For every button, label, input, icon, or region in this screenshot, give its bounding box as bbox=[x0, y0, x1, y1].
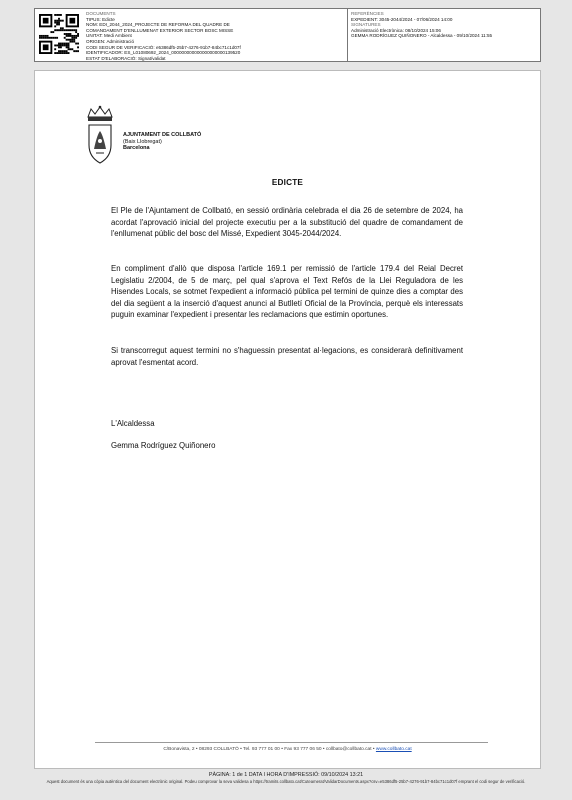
metadata-label: CODI SEGUR DE VERIFICACIÓ: bbox=[86, 44, 155, 50]
metadata-value: 3045-2044/2024 - 07/06/2024 14:00 bbox=[379, 16, 453, 22]
metadata-label: ORIGEN: bbox=[86, 38, 106, 44]
page-footer bbox=[35, 747, 540, 752]
print-page-info: PÀGINA: 1 de 1 DATA I HORA D'IMPRESSIÓ: 09/10/2024 13:21 bbox=[208, 772, 364, 778]
metadata-label: UNITAT: bbox=[86, 33, 103, 39]
organization-province: Barcelona bbox=[123, 145, 150, 152]
paragraph: Si transcorregut aquest termini no s'haguessin presentat al·legacions, es considerarà definitivament aprovat l'esmentat acord. bbox=[111, 346, 463, 367]
metadata-right bbox=[348, 9, 540, 61]
metadata-label: EXPEDIENT: bbox=[351, 16, 378, 22]
document-page bbox=[34, 70, 541, 769]
metadata-value: EDI_2044_2024_PROJECTE DE REFORMA DEL QUADRE DE bbox=[99, 22, 230, 28]
metadata-left bbox=[83, 9, 348, 61]
metadata-label: DOCUMENTS bbox=[86, 11, 116, 16]
document-metadata-header bbox=[34, 8, 541, 62]
paragraph: El Ple de l'Ajuntament de Collbató, en sessió ordinària celebrada el dia 26 de setembre de 2024, ha acordat l'aprovació inicial del projecte executiu per a la substitució del quadre de comandament de l'enllumenat públic del bosc del Missé, Expedient 3045-2044/2024. bbox=[111, 206, 463, 238]
signatory-role: L'Alcaldessa bbox=[111, 419, 155, 428]
website-link[interactable]: www.collbato.cat bbox=[375, 747, 412, 752]
signatory-name: Gemma Rodríguez Quiñonero bbox=[111, 441, 216, 450]
metadata-value: Administració bbox=[106, 38, 135, 44]
metadata-value: GEMMA RODRÍGUEZ QUIÑONERO - Alcaldessa - 09/10/2024 11:55 bbox=[351, 33, 493, 39]
metadata-value: Medi Ambient bbox=[103, 33, 132, 39]
metadata-label: REFERÈNCIES bbox=[351, 11, 384, 16]
verification-disclaimer: Aquest document és una còpia autèntica del document electrònic original. Podeu comprovar la seva validesa a https://tramits.collbato.cat/Cuteamerat/ValidarDocuments.aspx?csv=e5386df5-25b7-4276-91b7-84bc71c1d07f emprant el codi segur de verificació. bbox=[46, 779, 526, 784]
metadata-line bbox=[86, 56, 344, 62]
metadata-value: Signat/validat bbox=[137, 55, 166, 61]
organization-name: AJUNTAMENT DE COLLBATÓ bbox=[123, 132, 202, 138]
metadata-label: NOM: bbox=[86, 22, 98, 28]
metadata-value: COMANDAMENT D'ENLLUMENAT EXTERIOR SECTOR BOSC MISSE bbox=[86, 27, 234, 33]
metadata-value: ES_L01080692_2024_000000000000000000000139520 bbox=[124, 50, 241, 56]
footer-address: C/Bonavista, 2 • 08293 COLLBATÓ • Tel. 93 777 01 00 • Fax 93 777 06 50 • collbato@collbato.cat • bbox=[163, 747, 375, 752]
metadata-label: IDENTIFICADOR: bbox=[86, 50, 124, 56]
organization-region: (Baix Llobregat) bbox=[123, 138, 162, 145]
organization-block bbox=[123, 132, 201, 152]
paragraph: En compliment d'allò que disposa l'article 169.1 per remissió de l'article 179.4 del Reial Decret Legislatiu 2/2004, de 5 de març, pel qual s'aprova el Text Refós de la Llei Reguladora de les Hisendes Locals, se sotmet l'expedient a informació pública pel termini de quinze dies a comptar des del dia següent a la inserció d'aquest anunci al Butlletí Oficial de la Província, perquè els interessats puguin examinar l'expedient i presentar les reclamacions que estimin oportunes. bbox=[111, 264, 463, 319]
footer-divider bbox=[95, 742, 488, 743]
document-title: EDICTE bbox=[271, 178, 304, 187]
coat-of-arms-logo bbox=[83, 105, 117, 167]
metadata-value: Administració Electrònica: 08/10/2024 15:06 bbox=[351, 27, 441, 33]
metadata-label: SIGNATURES bbox=[351, 22, 381, 28]
metadata-value: Edicte bbox=[102, 16, 115, 22]
metadata-line bbox=[351, 33, 537, 39]
metadata-label: TIPUS: bbox=[86, 16, 101, 22]
qr-code[interactable] bbox=[39, 14, 79, 54]
metadata-label: ESTAT D'ELABORACIÓ: bbox=[86, 55, 137, 61]
metadata-value: e5386df5-25b7-4276-91b7-84bc71c1d07f bbox=[155, 44, 241, 50]
